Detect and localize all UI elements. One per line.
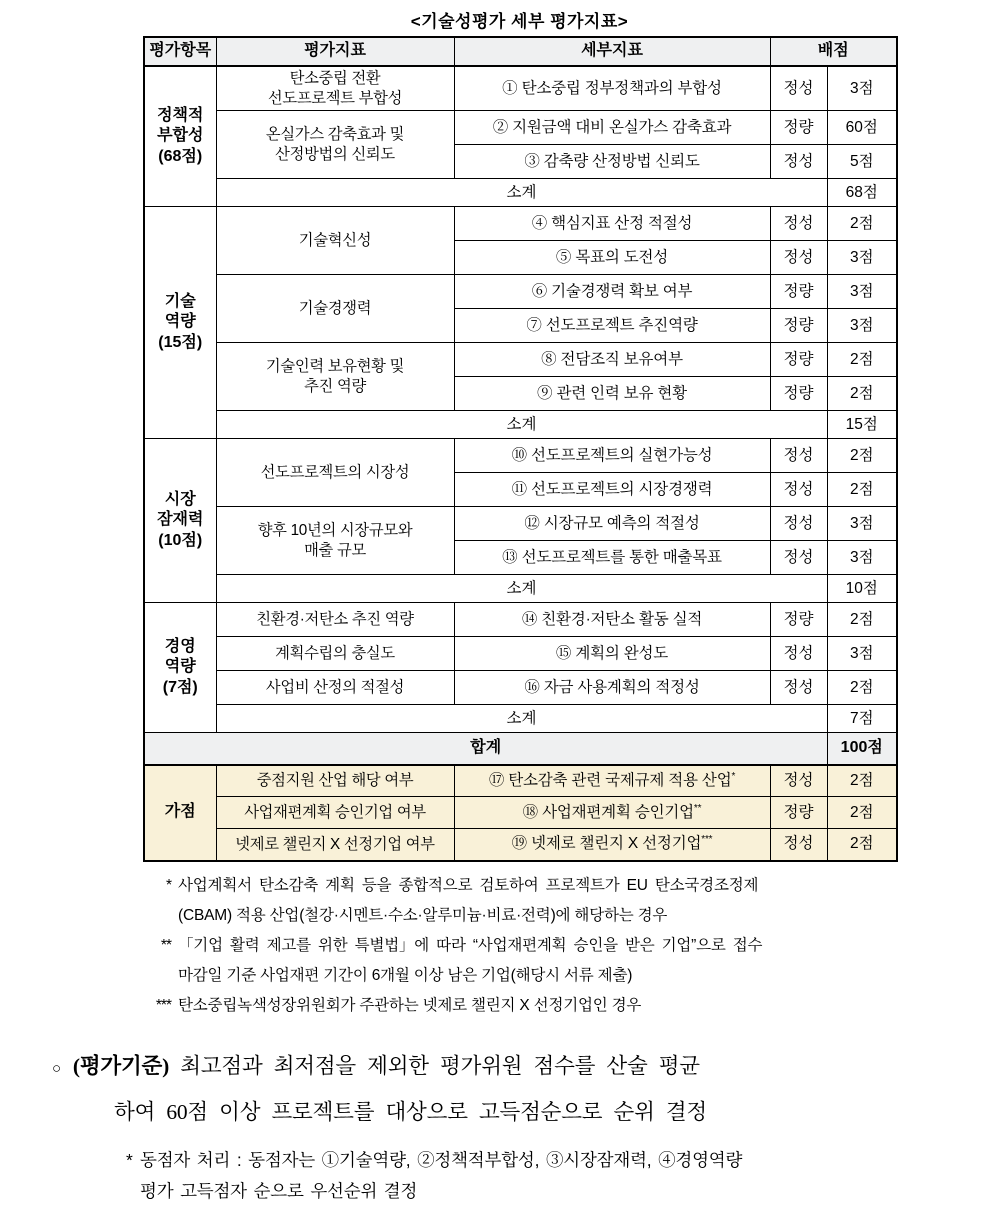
- detail-cell: ③ 감축량 산정방법 신뢰도: [454, 145, 770, 179]
- detail-cell: ⑧ 전담조직 보유여부: [454, 343, 770, 377]
- page-title: <기술성평가 세부 평가지표>: [410, 12, 629, 31]
- detail-cell: ⑮ 계획의 완성도: [454, 637, 770, 671]
- category-cell: 시장 잠재력 (10점): [144, 439, 216, 603]
- index-cell: 사업재편계획 승인기업 여부: [216, 797, 454, 829]
- total-row: [144, 733, 897, 765]
- subtotal-score-cell: 68점: [827, 179, 897, 207]
- evaluation-table: [143, 36, 898, 862]
- index-cell: 기술혁신성: [216, 207, 454, 275]
- index-cell: 사업비 산정의 적절성: [216, 671, 454, 705]
- table-row: [144, 111, 897, 145]
- footnote: [146, 991, 936, 1021]
- score-cell: 2점: [827, 765, 897, 797]
- score-cell: 2점: [827, 439, 897, 473]
- footnotes: [146, 871, 936, 1021]
- subtotal-row: [144, 179, 897, 207]
- total-score-cell: 100점: [827, 733, 897, 765]
- detail-cell: ⑤ 목표의 도전성: [454, 241, 770, 275]
- table-row: [144, 207, 897, 241]
- bonus-row: [144, 797, 897, 829]
- score-cell: 60점: [827, 111, 897, 145]
- detail-cell: ① 탄소중립 정부정책과의 부합성: [454, 66, 770, 111]
- category-cell: 기술 역량 (15점): [144, 207, 216, 439]
- score-cell: 3점: [827, 541, 897, 575]
- detail-cell: ⑦ 선도프로젝트 추진역량: [454, 309, 770, 343]
- bonus-row: [144, 829, 897, 861]
- score-cell: 2점: [827, 377, 897, 411]
- detail-cell: ② 지원금액 대비 온실가스 감축효과: [454, 111, 770, 145]
- bonus-row: [144, 765, 897, 797]
- evaluation-table-container: [143, 36, 896, 862]
- detail-cell: ④ 핵심지표 산정 적절성: [454, 207, 770, 241]
- col-header-detail: 세부지표: [454, 37, 770, 66]
- footnote-marker: *: [165, 876, 171, 894]
- table-row: [144, 507, 897, 541]
- detail-cell: ⑬ 선도프로젝트를 통한 매출목표: [454, 541, 770, 575]
- type-cell: 정량: [770, 377, 827, 411]
- score-cell: 3점: [827, 275, 897, 309]
- subtotal-row: [144, 705, 897, 733]
- criteria-paragraph: [52, 1045, 942, 1134]
- type-cell: 정성: [770, 145, 827, 179]
- category-cell: 경영 역량 (7점): [144, 603, 216, 733]
- index-cell: 탄소중립 전환 선도프로젝트 부합성: [216, 66, 454, 111]
- col-header-category: 평가항목: [144, 37, 216, 66]
- score-cell: 2점: [827, 671, 897, 705]
- type-cell: 정성: [770, 637, 827, 671]
- table-row: [144, 439, 897, 473]
- score-cell: 2점: [827, 207, 897, 241]
- index-cell: 넷제로 챌린지 X 선정기업 여부: [216, 829, 454, 861]
- footnote-line: 「기업 활력 제고를 위한 특별법」에 따라 “사업재편계획 승인을 받은 기업”으로 접수: [178, 936, 763, 954]
- type-cell: 정성: [770, 66, 827, 111]
- type-cell: 정량: [770, 275, 827, 309]
- type-cell: 정성: [770, 829, 827, 861]
- footnote-ref: ***: [701, 834, 713, 846]
- footnote: [146, 871, 936, 931]
- total-label-cell: 합계: [144, 733, 827, 765]
- detail-cell: ⑰ 탄소감축 관련 국제규제 적용 산업*: [454, 765, 770, 797]
- col-header-index: 평가지표: [216, 37, 454, 66]
- criteria-text-line2: 하여 60점 이상 프로젝트를 대상으로 고득점순으로 순위 결정: [114, 1099, 707, 1124]
- score-cell: 3점: [827, 309, 897, 343]
- type-cell: 정성: [770, 241, 827, 275]
- score-cell: 2점: [827, 829, 897, 861]
- table-row: [144, 671, 897, 705]
- footnote-line: (CBAM) 적용 산업(철강·시멘트·수소·알루미늄·비료·전력)에 해당하는 경우: [178, 906, 668, 924]
- score-cell: 3점: [827, 241, 897, 275]
- detail-cell: ⑲ 넷제로 챌린지 X 선정기업***: [454, 829, 770, 861]
- index-cell: 온실가스 감축효과 및 산정방법의 신뢰도: [216, 111, 454, 179]
- footnote-line: 사업계획서 탄소감축 계획 등을 종합적으로 검토하여 프로젝트가 EU 탄소국경조정제: [178, 876, 759, 894]
- criteria-bullet-icon: ○: [52, 1060, 61, 1077]
- type-cell: 정성: [770, 507, 827, 541]
- type-cell: 정성: [770, 207, 827, 241]
- tiebreak-line1: 동점자 처리 : 동점자는 ①기술역량, ②정책적부합성, ③시장잠재력, ④경영역량: [140, 1149, 743, 1170]
- tiebreak-line2: 평가 고득점자 순으로 우선순위 결정: [140, 1180, 418, 1201]
- category-cell: 정책적 부합성 (68점): [144, 66, 216, 207]
- type-cell: 정량: [770, 603, 827, 637]
- subtotal-label-cell: 소계: [216, 705, 827, 733]
- table-body: [144, 66, 897, 765]
- footnote-marker: ***: [155, 996, 171, 1014]
- footnote: [146, 931, 936, 991]
- table-row: [144, 66, 897, 111]
- bonus-section: [144, 765, 897, 861]
- detail-cell: ⑥ 기술경쟁력 확보 여부: [454, 275, 770, 309]
- footnote-line: 탄소중립녹색성장위원회가 주관하는 넷제로 챌린지 X 선정기업인 경우: [178, 996, 642, 1014]
- detail-cell: ⑭ 친환경·저탄소 활동 실적: [454, 603, 770, 637]
- footnote-ref: **: [693, 802, 702, 814]
- subtotal-row: [144, 575, 897, 603]
- table-row: [144, 343, 897, 377]
- detail-cell: ⑨ 관련 인력 보유 현황: [454, 377, 770, 411]
- type-cell: 정성: [770, 671, 827, 705]
- table-row: [144, 603, 897, 637]
- index-cell: 중점지원 산업 해당 여부: [216, 765, 454, 797]
- score-cell: 3점: [827, 637, 897, 671]
- tiebreak-note: [126, 1145, 992, 1207]
- criteria-text-line1: 최고점과 최저점을 제외한 평가위원 점수를 산술 평균: [180, 1053, 700, 1078]
- table-row: [144, 637, 897, 671]
- detail-cell: ⑱ 사업재편계획 승인기업**: [454, 797, 770, 829]
- score-cell: 2점: [827, 473, 897, 507]
- detail-cell: ⑯ 자금 사용계획의 적정성: [454, 671, 770, 705]
- index-cell: 기술인력 보유현황 및 추진 역량: [216, 343, 454, 411]
- type-cell: 정성: [770, 439, 827, 473]
- footnote-ref: *: [731, 770, 736, 782]
- score-cell: 3점: [827, 507, 897, 541]
- type-cell: 정량: [770, 111, 827, 145]
- bonus-category-cell: 가점: [144, 765, 216, 861]
- subtotal-score-cell: 7점: [827, 705, 897, 733]
- subtotal-label-cell: 소계: [216, 411, 827, 439]
- detail-cell: ⑩ 선도프로젝트의 실현가능성: [454, 439, 770, 473]
- type-cell: 정성: [770, 541, 827, 575]
- type-cell: 정량: [770, 309, 827, 343]
- subtotal-score-cell: 15점: [827, 411, 897, 439]
- footnote-marker: **: [160, 936, 171, 954]
- type-cell: 정량: [770, 343, 827, 377]
- type-cell: 정량: [770, 797, 827, 829]
- subtotal-label-cell: 소계: [216, 179, 827, 207]
- subtotal-row: [144, 411, 897, 439]
- tiebreak-marker: *: [126, 1149, 133, 1170]
- score-cell: 3점: [827, 66, 897, 111]
- type-cell: 정성: [770, 765, 827, 797]
- subtotal-score-cell: 10점: [827, 575, 897, 603]
- score-cell: 2점: [827, 343, 897, 377]
- header-row: [144, 37, 897, 66]
- score-cell: 2점: [827, 797, 897, 829]
- index-cell: 계획수립의 충실도: [216, 637, 454, 671]
- index-cell: 선도프로젝트의 시장성: [216, 439, 454, 507]
- subtotal-label-cell: 소계: [216, 575, 827, 603]
- score-cell: 2점: [827, 603, 897, 637]
- criteria-label: (평가기준): [72, 1053, 170, 1078]
- index-cell: 기술경쟁력: [216, 275, 454, 343]
- col-header-points: 배점: [770, 37, 897, 66]
- table-row: [144, 275, 897, 309]
- detail-cell: ⑪ 선도프로젝트의 시장경쟁력: [454, 473, 770, 507]
- table-header: [144, 37, 897, 66]
- footnote-line: 마감일 기준 사업재편 기간이 6개월 이상 남은 기업(해당시 서류 제출): [178, 966, 633, 984]
- index-cell: 향후 10년의 시장규모와 매출 규모: [216, 507, 454, 575]
- index-cell: 친환경·저탄소 추진 역량: [216, 603, 454, 637]
- type-cell: 정성: [770, 473, 827, 507]
- detail-cell: ⑫ 시장규모 예측의 적절성: [454, 507, 770, 541]
- score-cell: 5점: [827, 145, 897, 179]
